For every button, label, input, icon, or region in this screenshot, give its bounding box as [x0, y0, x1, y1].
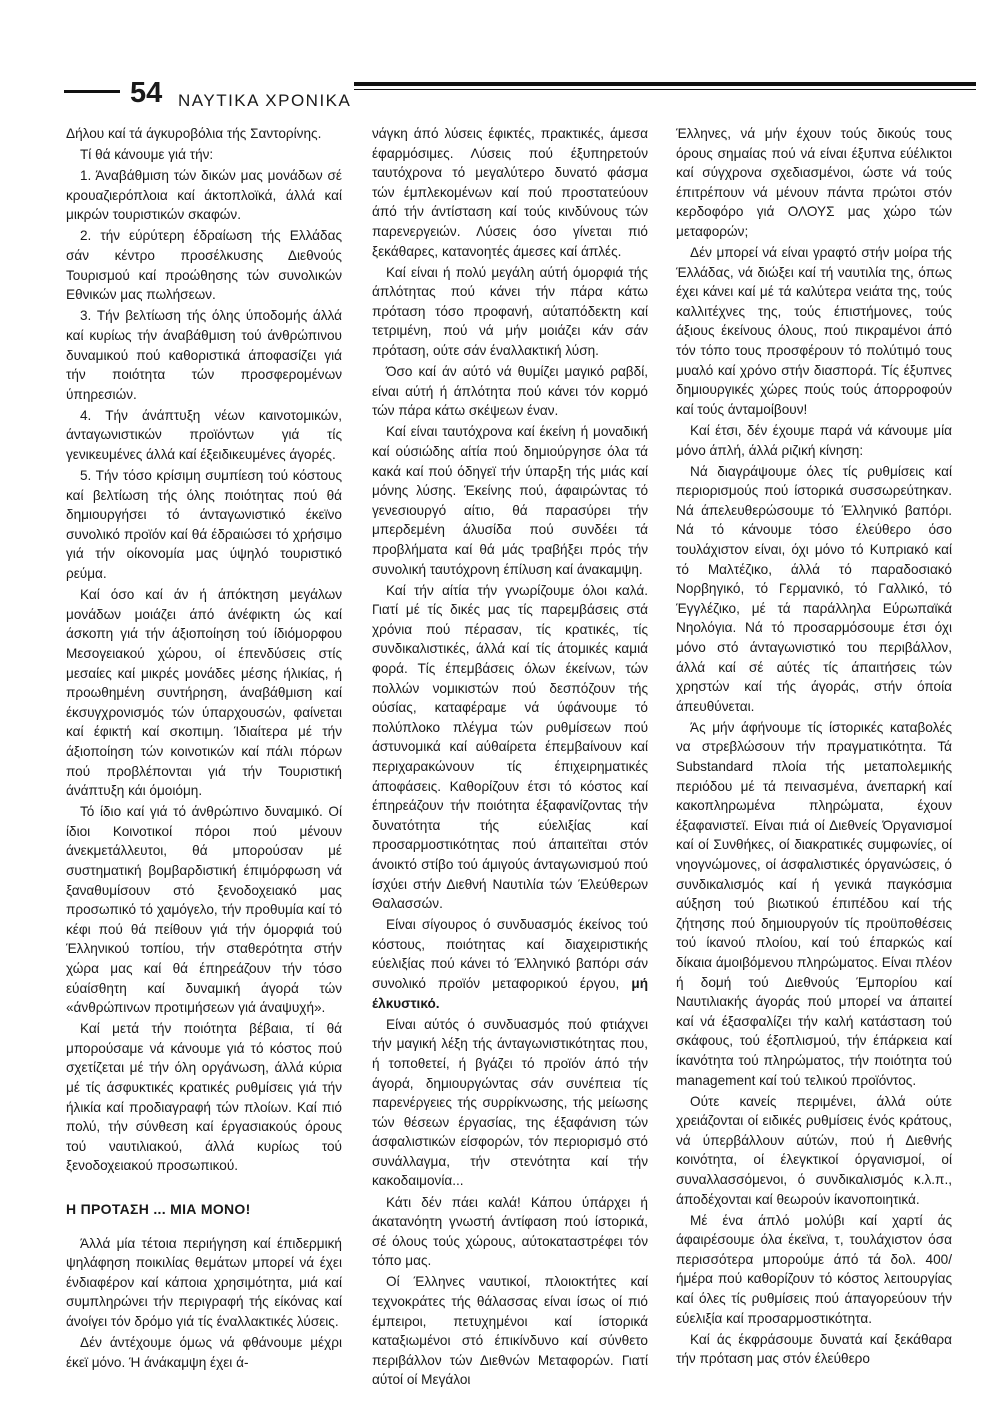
- header-rule-right-thin: [354, 89, 976, 90]
- article-paragraph: Είναι αύτός ό συνδυασμός πού φτιάχνει τήν μαγική λέξη τής άνταγωνιστικότητας που, ή τοποθετεί, ή βγάζει τό προϊόν άπό τήν άγορά, δημιουργώντας σάν συνέπεια τίς παρενέργειες τής συρρίκνωσης, τής μείωσης τών θέσεων έργασίας, της έξαφάνιση τών άσφαλιστικών είσφορών, τόν περιορισμό στό συνάλλαγμα, τήν στενότητα καί τήν κακοδαιμονία...: [372, 1016, 648, 1189]
- article-paragraph: Μέ ένα άπλό μολύβι καί χαρτί άς άφαιρέσουμε όλα έκεϊνα, τ, τουλάχιστον όσα περισσότερα μπορούμε άπό τά δολ. 400/ήμέρα πού καθορίζουν τό κόστος λειτουργίας καί όλες τίς ρυθμίσεις πού άπαγορεύουν τήν εύελιξία καί προσαρμοστικότητα.: [676, 1212, 952, 1326]
- article-paragraph: 5. Τήν τόσο κρίσιμη συμπίεση τού κόστους καί βελτίωση τής όλης ποιότητας πού θά δημιουργήσει τό άνταγωνιστικό έκεϊνο συνολικό προϊόν καί θά έδραιώσει τό χρήσιμο γιά τήν οίκονομία μας ύψηλό τουριστικό ρεύμα.: [66, 468, 342, 582]
- page-header: [64, 77, 976, 116]
- article-paragraph: Καί είναι ταυτόχρονα καί έκείνη ή μοναδική καί ούσιώδης αίτία πού δημιούργησε όλα τά κακά καί πού όδηγεϊ τήν ύπαρξη τής μιάς καί μόνης λύσης. Έκείνης πού, άφαιρώντας τό γενεσιουργό αίτιο, θά παρασύρει τήν μπερδεμένη άλυσίδα πού συνδέει τά προβλήματα καί θά μάς τραβήξει πρός τήν συνολική ταυτόχρονη έπίλυση καί άνακαμψη.: [372, 424, 648, 577]
- article-paragraph: Είναι σίγουρος ό συνδυασμός έκείνος τού κόστους, ποιότητας καί διαχειριστικής εύελιξίας πού κάνει τό Έλληνικό βαπόρι σάν συνολικό προϊόν μεταφορικού έργου, μή έλκυστικό.: [372, 917, 648, 1011]
- header-rule-left: [64, 90, 120, 93]
- header-rule-right: [354, 82, 976, 86]
- article-column-1: [66, 124, 342, 1374]
- article-paragraph: Δήλου καί τά άγκυροβόλια τής Σαντορίνης.: [66, 126, 322, 141]
- article-paragraph: Καί έτσι, δέν έχουμε παρά νά κάνουμε μία μόνο άπλή, άλλά ριζική κίνηση:: [676, 422, 952, 458]
- article-paragraph: Όσο καί άν αύτό νά θυμίζει μαγικό ραβδί, είναι αύτή ή άπλότητα πού κάνει τόν κορμό τών πάρα κάτω σκέψεων έναν.: [372, 364, 648, 419]
- article-paragraph: Τό ίδιο καί γιά τό άνθρώπινο δυναμικό. Οί ίδιοι Κοινοτικοί πόροι πού μένουν άνεκμετάλλευτοι, θά μπορούσαν μέ συστηματική βομβαρδιστική έπιμόρφωση νά ξαναθυμίσουν στό ξενοδοχειακό μας προσωπικό τό χαμόγελο, τήν προθυμία καί τό κέφι πού θά πείθουν γιά τήν όμορφιά τού Έλληνικού τοπίου, τήν σταθερότητα στήν χώρα μας καί θά έπηρεάζουν τήν τόσο εύαίσθητη καί δυναμική άγορά τών «άνθρώπινων προτιμήσεων γιά άναψυχή».: [66, 804, 342, 1016]
- article-paragraph: Έλληνες, νά μήν έχουν τούς δικούς τους όρους σημαίας πού νά είναι έξυπνα εύέλικτοι καί σύγχρονα σχεδιασμένοι, ώστε νά τούς έπιτρέπουν νά μένουν πάντα πρώτοι στόν κερδοφόρο γιά ΟΛΟΥΣ μας χώρο τών μεταφορών;: [676, 126, 952, 239]
- article-paragraph: Τί θά κάνουμε γιά τήν:: [80, 147, 214, 163]
- article-paragraph: Ούτε κανείς περιμένει, άλλά ούτε χρειάζονται οί ειδικές ρυθμίσεις ένός κράτους, νά ύπερβάλλουν αύτών, πού ή Διεθνής κοινότητα, οί έλεγκτικοί όργανισμοί, οί συναλλασσόμενοι, ό συνδικαλισμός κ.λ.π., άποδέχονται καί θεωρούν ίκανοποιητικά.: [676, 1093, 952, 1207]
- article-paragraph: Καί μετά τήν ποιότητα βέβαια, τί θά μπορούσαμε νά κάνουμε γιά τό κόστος πού σχετίζεται μέ τήν όλη οργάνωση, άλλά κύρια μέ τίς άσφυκτικές κρατικές ρυθμίσεις γιά τήν ήλικία καί προδιαγραφή τών πλοίων. Καί πιό πολύ, τήν σύνθεση καί έργασιακούς όρους τού ναυτιλιακού, άλλά κυρίως τού ξενοδοχειακού προσωπικού.: [66, 1021, 342, 1174]
- article-paragraph: Καί είναι ή πολύ μεγάλη αύτή όμορφιά τής άπλότητας πού κάνει τήν πάρα κάτω πρόταση τόσο προφανή, αύταπόδεκτη καί τετριμένη, πού νά μήν μοιάζει κάν σάν πρόταση, ούτε σάν έναλλακτική λύση.: [372, 264, 648, 359]
- article-paragraph: Άς μήν άφήνουμε τίς ίστορικές καταβολές να στρεβλώσουν τήν πραγματικότητα. Τά Substandard πλοία τής μεταπολεμικής περιόδου μέ τά πεινασμένα, άνεπαρκή καί κακοπληρωμένα πληρώματα, έχουν έξαφανιστεϊ. Είναι πιά οί Διεθνείς Όργανισμοί καί οί Συνθήκες, οί διακρατικές συμφωνίες, οί νηογνώμονες, οί άσφαλιστικές όργανώσεις, ό συνδικαλισμός καί ή γενικά παγκόσμια αύξηση τού βιωτικού έπιπέδου καί τής ζήτησης πού δημιουργούν τίς προϋποθέσεις τού ίκανού πλοίου, καί τού έπαρκώς καί δίκαια άμοιβόμενου πληρώματος. Είναι πλέον ή δομή τού Διεθνούς Έμπορίου καί Ναυτιλιακής άγοράς πού μπορεί να άπαιτεί καί νά έξασφαλίζει τήν καλή κατάσταση τού σκάφους, τού έξοπλισμού, τήν έπάρκεια καί ίκανότητα τού πληρώματος, τήν ποιότητα τού management καί τού τελικού προϊόντος.: [676, 719, 952, 1088]
- article-paragraph: 4. Τήν άνάπτυξη νέων καινοτομικών, άνταγωνιστικών προϊόντων γιά τίς γενικευμένες άλλά καί έξειδικευμένες άγορές.: [66, 407, 342, 462]
- article-paragraph: Νά διαγράψουμε όλες τίς ρυθμίσεις καί περιορισμούς πού ίστορικά συσσωρεύτηκαν. Νά άπελευθερώσουμε τό Έλληνικό βαπόρι. Νά τό κάνουμε τόσο έλεύθερο όσο τουλάχιστον είναι, όχι μόνο τό Κυπριακό καί τό Μαλτέζικο, άλλά τό παραδοσιακό Νορβηγικό, τό Γερμανικό, τό Γαλλικό, τό Έγγλέζικο, μέ τά παράλληλα Εύρωπαϊκά Νηολόγια. Νά τό προσαρμόσουμε έτσι όχι μόνο στό άνταγωνιστικό του περιβάλλον, άλλά καί σέ αύτές τίς άπαιτήσεις τών χρηστών καί τής άγοράς, στήν όποία άπευθύνεται.: [676, 463, 952, 714]
- page-number: 54: [130, 77, 163, 109]
- article-paragraph: 1. Άναβάθμιση τών δικών μας μονάδων σέ κρουαζιερόπλοια καί άκτοπλοϊκά, άλλά καί μικρών τουριστικών σκαφών.: [66, 168, 342, 223]
- article-column-3: [676, 124, 952, 1370]
- article-paragraph: Κάτι δέν πάει καλά! Κάπου ύπάρχει ή άκατανόητη γνωστή άντίφαση πού ίστορικά, σέ όλους τούς χώρους, αύτοκαταστρέφει τόν τόπο μας.: [372, 1194, 648, 1269]
- article-paragraph: Δέν άντέχουμε όμως νά φθάνουμε μέχρι έκεϊ μόνο. Ή άνάκαμψη έχει ά-: [66, 1335, 342, 1370]
- article-paragraph: νάγκη άπό λύσεις έφικτές, πρακτικές, άμεσα έφαρμόσιμες. Λύσεις πού έξυπηρετούν ταυτόχρονα τό μεγαλύτερο δυνατό φάσμα τών έμπλεκομένων καί πού προστατεύουν άπό τήν άντίσταση καί τούς κινδύνους τών παρενεργειών. Λύσεις όσο γίνεται πιό ξεκάθαρες, κατανοητές άμεσες καί άπλές.: [372, 126, 648, 259]
- article-paragraph: Καί όσο καί άν ή άπόκτηση μεγάλων μονάδων μοιάζει άπό άνέφικτη ώς καί άσκοπη γιά τήν άξιοποίηση τού ίδιόμορφου Μεσογειακού χώρου, οί έπενδύσεις στίς μεσαίες καί μικρές μονάδες μέσης ήλικίας, ή προωθημένη συντήρηση, άναβάθμιση καί έκσυγχρονισμός τών ύπαρχουσών, φαίνεται καί έφικτή καί σκοπιμη. Ίδιαίτερα μέ τήν άξιοποίηση τών κοινοτικών καί πάλι πόρων πού προβλέπονται γιά τήν Τουριστική άνάπτυξη κάι όμοιόμη.: [66, 587, 342, 799]
- article-paragraph: 2. τήν εύρύτερη έδραίωση τής Ελλάδας σάν κέντρο προσέλκυσης Διεθνούς Τουρισμού καί προώθησης τών συνολικών Εθνικών μας πωλήσεων.: [66, 228, 342, 303]
- section-heading: Η ΠΡΟΤΑΣΗ ... ΜΙΑ ΜΟΝΟ!: [66, 1200, 251, 1217]
- article-paragraph: Οί Έλληνες ναυτικοί, πλοιοκτήτες καί τεχνοκράτες τής θάλασσας είναι ίσως οί πιό έμπειροι, πετυχημένοι καί ίστορικά καταξιωμένοι στό έπικίνδυνο καί σύνθετο περιβάλλον τών Διεθνών Μεταφορών. Γιατί αύτοί οί Μεγάλοι: [372, 1274, 648, 1388]
- article-paragraph: Δέν μπορεί νά είναι γραφτό στήν μοίρα τής Έλλάδας, νά διώξει καί τή ναυτιλία της, όπως έχει κάνει καί μέ τά καλύτερα νειάτα της, τούς καλλιτέχνες της, τούς έπιστήμονες, τούς άξιους έκείνους όλους, πού πικραμένοι άπό τόν τόπο τους προσφέρουν τό πολύτιμό τους μυαλό καί χρόνο στήν διασπορά. Τίς έξυπνες δημιουργικές χώρες πούς τούς άπορροφούν καί τούς άνταμοίβουν!: [676, 245, 952, 417]
- emphasis-text: μή έλκυστικό.: [372, 976, 648, 1011]
- magazine-title: ΝΑΥΤΙΚΑ ΧΡΟΝΙΚΑ: [178, 91, 352, 110]
- article-paragraph: Άλλά μία τέτοια περιήγηση καί έπιδερμική ψηλάφηση ποικιλίας θεμάτων μπορεί νά έχει ένδιαφέρον καί κάποια χρησιμότητα, μιά καί συμπληρώνει τήν περιγραφή τής είκόνας καί άνοίγει τόν δρόμο γιά τίς έναλλακτικές λύσεις.: [66, 1235, 342, 1329]
- article-column-2: [372, 124, 648, 1392]
- article-paragraph: Καί τήν αίτία τήν γνωρίζουμε όλοι καλά. Γιατί μέ τίς δικές μας τίς παρεμβάσεις στά χρόνια πού πέρασαν, τίς κρατικές, τίς συνδικαλιστικές, άλλά καί τίς άτομικές καμιά φορά. Τίς έπεμβάσεις όλων έκείνων, τών πολλών νομικιστών πού δεσπόζουν τής ούσίας, καταφέραμε νά ύφάνουμε τό πολύπλοκο πλέγμα τών ρυθμίσεων πού άστυνομικά καί αύθαίρετα έπεμβαίνουν καί περιχαρακώνουν τίς έπιχειρηματικές άποφάσεις. Καθορίζουν έτσι τό κόστος καί έπηρεάζουν τήν ποιότητα έξαφανίζοντας τήν δυνατότητα τής εύελιξίας καί προσαρμοστικότητας πού άπαιτεϊται στόν άνοικτό στίβο τού άμιγούς άνταγωνισμού πού ίσχύει στήν Διεθνή Ναυτιλία τών Έλεύθερων Θαλασσών.: [372, 582, 648, 912]
- article-paragraph: Καί άς έκφράσουμε δυνατά καί ξεκάθαρα τήν πρόταση μας στόν έλεύθερο: [676, 1331, 952, 1367]
- article-paragraph: 3. Τήν βελτίωση τής όλης ύποδομής άλλά καί κυρίως τήν άναβάθμιση τού άνθρώπινου δυναμικού πού καθοριστικά άποφασίζει γιά τήν ποιότητα τών προσφερομένων ύπηρεσιών.: [66, 308, 342, 402]
